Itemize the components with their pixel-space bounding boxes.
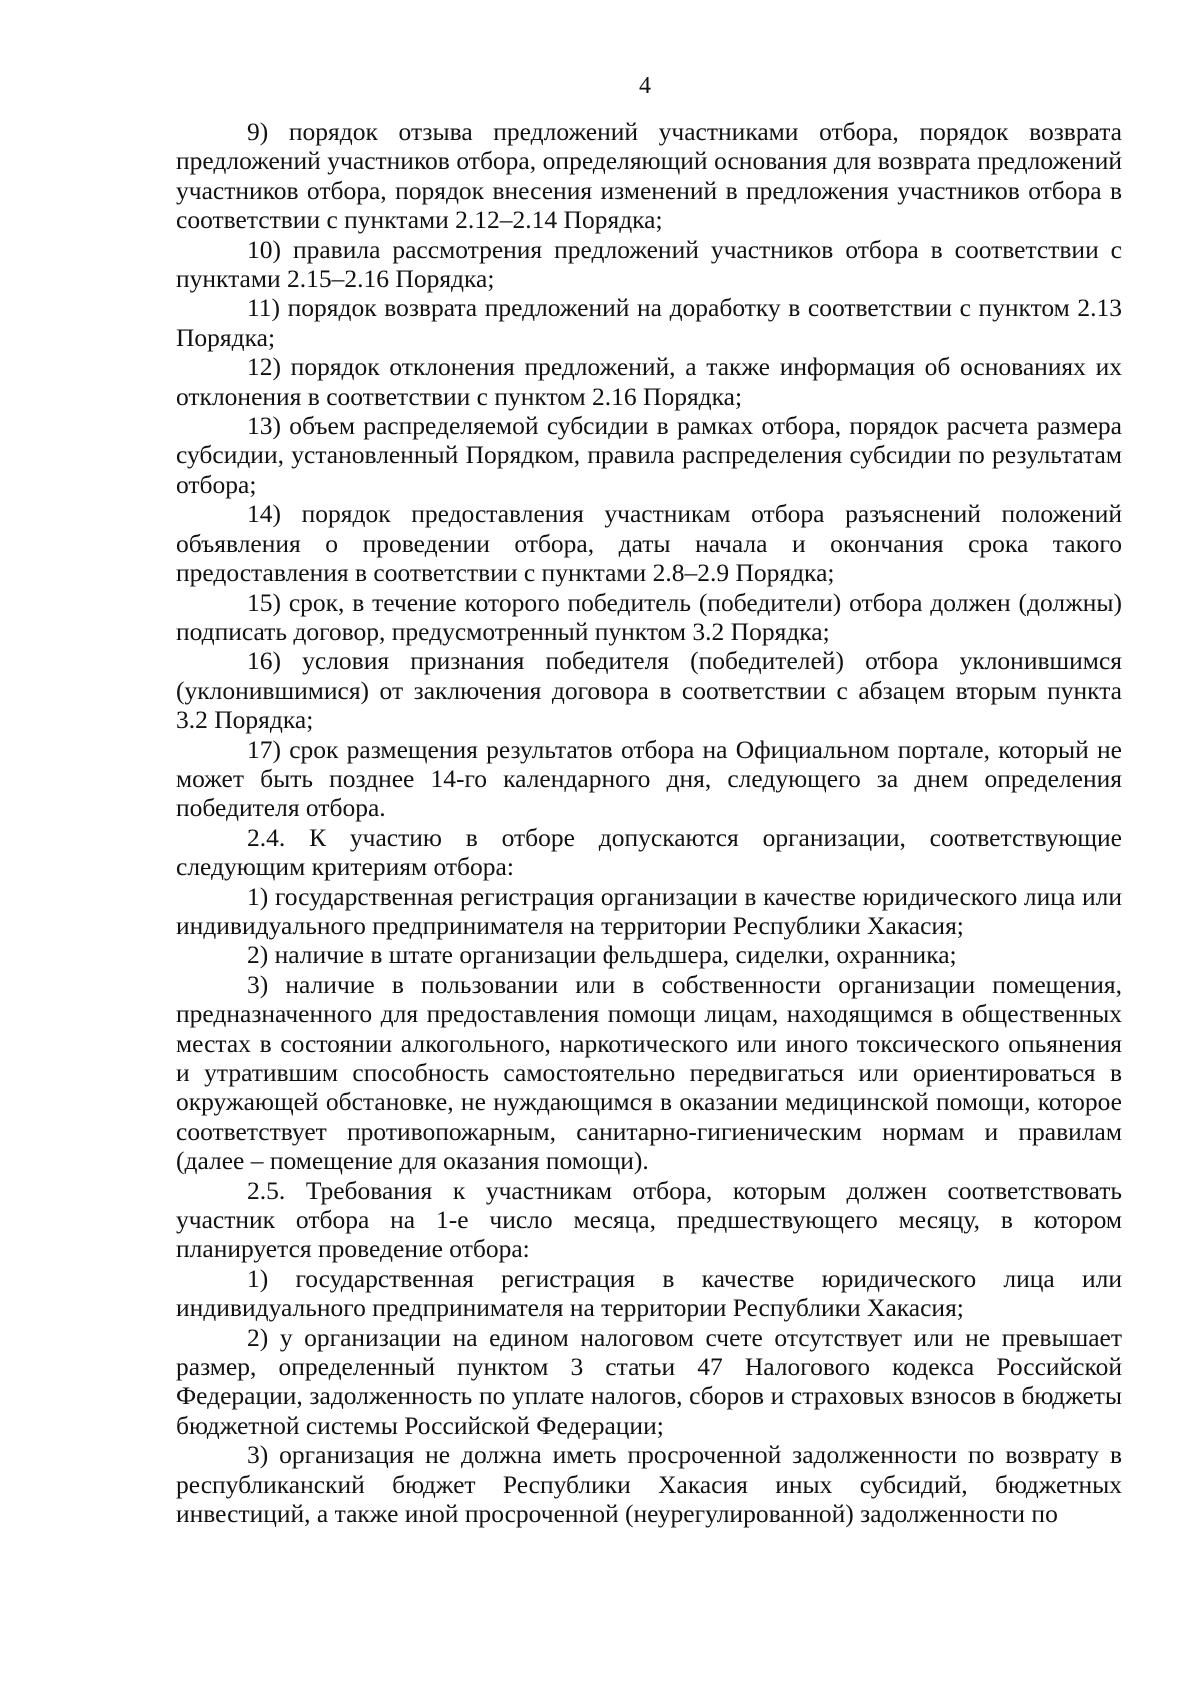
paragraph-item-13: 13) объем распределяемой субсидии в рамках отбора, порядок расчета размера субсидии, установленный Порядком, правила распределения субсидии по результатам отбора; [176,411,1122,499]
paragraph-item-11: 11) порядок возврата предложений на доработку в соответствии с пунктом 2.13 Порядка; [176,293,1122,352]
requirement-item-2: 2) у организации на едином налоговом счете отсутствует или не превышает размер, определенный пунктом 3 статьи 47 Налогового кодекса Российской Федерации, задолженность по уплате налогов, сборов и страховых взносов в бюджеты бюджетной системы Российской Федерации; [176,1322,1122,1440]
section-2-5-heading: 2.5. Требования к участникам отбора, которым должен соответствовать участник отбора на 1-е число месяца, предшествующего месяцу, в котором планируется проведение отбора: [176,1175,1122,1264]
paragraph-item-16: 16) условия признания победителя (победителей) отбора уклонившимся (уклонившимися) от заключения договора в соответствии с абзацем вторым пункта 3.2 Порядка; [176,646,1122,735]
page-number: 4 [639,73,651,99]
paragraph-item-9: 9) порядок отзыва предложений участниками отбора, порядок возврата предложений участников отбора, определяющий основания для возврата предложений участников отбора, порядок внесения изменений в предложения участников отбора в соответствии с пунктами 2.12–2.14 Порядка; [176,117,1122,235]
criterion-item-1: 1) государственная регистрация организации в качестве юридического лица или индивидуального предпринимателя на территории Республики Хакасия; [176,881,1122,940]
section-2-4-heading: 2.4. К участию в отборе допускаются организации, соответствующие следующим критериям отбора: [176,822,1122,882]
paragraph-item-17: 17) срок размещения результатов отбора на Официальном портале, который не может быть позднее 14-го календарного дня, следующего за днем определения победителя отбора. [176,734,1122,823]
requirement-item-1: 1) государственная регистрация в качестве юридического лица или индивидуального предпринимателя на территории Республики Хакасия; [176,1263,1122,1323]
paragraph-item-12: 12) порядок отклонения предложений, а также информация об основаниях их отклонения в соответствии с пунктом 2.16 Порядка; [176,352,1122,411]
paragraph-item-15: 15) срок, в течение которого победитель (победители) отбора должен (должны) подписать договор, предусмотренный пунктом 3.2 Порядка; [176,587,1122,646]
criterion-item-3: 3) наличие в пользовании или в собственности организации помещения, предназначенного для предоставления помощи лицам, находящимся в общественных местах в состоянии алкогольного, наркотического или иного токсического опьянения и утратившим способность самостоятельно передвигаться или ориентироваться в окружающей обстановке, не нуждающимся в оказании медицинской помощи, которое соответствует противопожарным, санитарно-гигиеническим нормам и правилам (далее – помещение для оказания помощи). [176,969,1122,1176]
requirement-item-3: 3) организация не должна иметь просроченной задолженности по возврату в республиканский бюджет Республики Хакасия иных субсидий, бюджетных инвестиций, а также иной просроченной (неурегулированной) задолженности по [176,1440,1122,1529]
criterion-item-2: 2) наличие в штате организации фельдшера, сиделки, охранника; [247,940,957,970]
document-body [176,117,1122,1529]
paragraph-item-14: 14) порядок предоставления участникам отбора разъяснений положений объявления о проведении отбора, даты начала и окончания срока такого предоставления в соответствии с пунктами 2.8–2.9 Порядка; [176,499,1122,588]
paragraph-item-10: 10) правила рассмотрения предложений участников отбора в соответствии с пунктами 2.15–2.16 Порядка; [176,234,1122,294]
